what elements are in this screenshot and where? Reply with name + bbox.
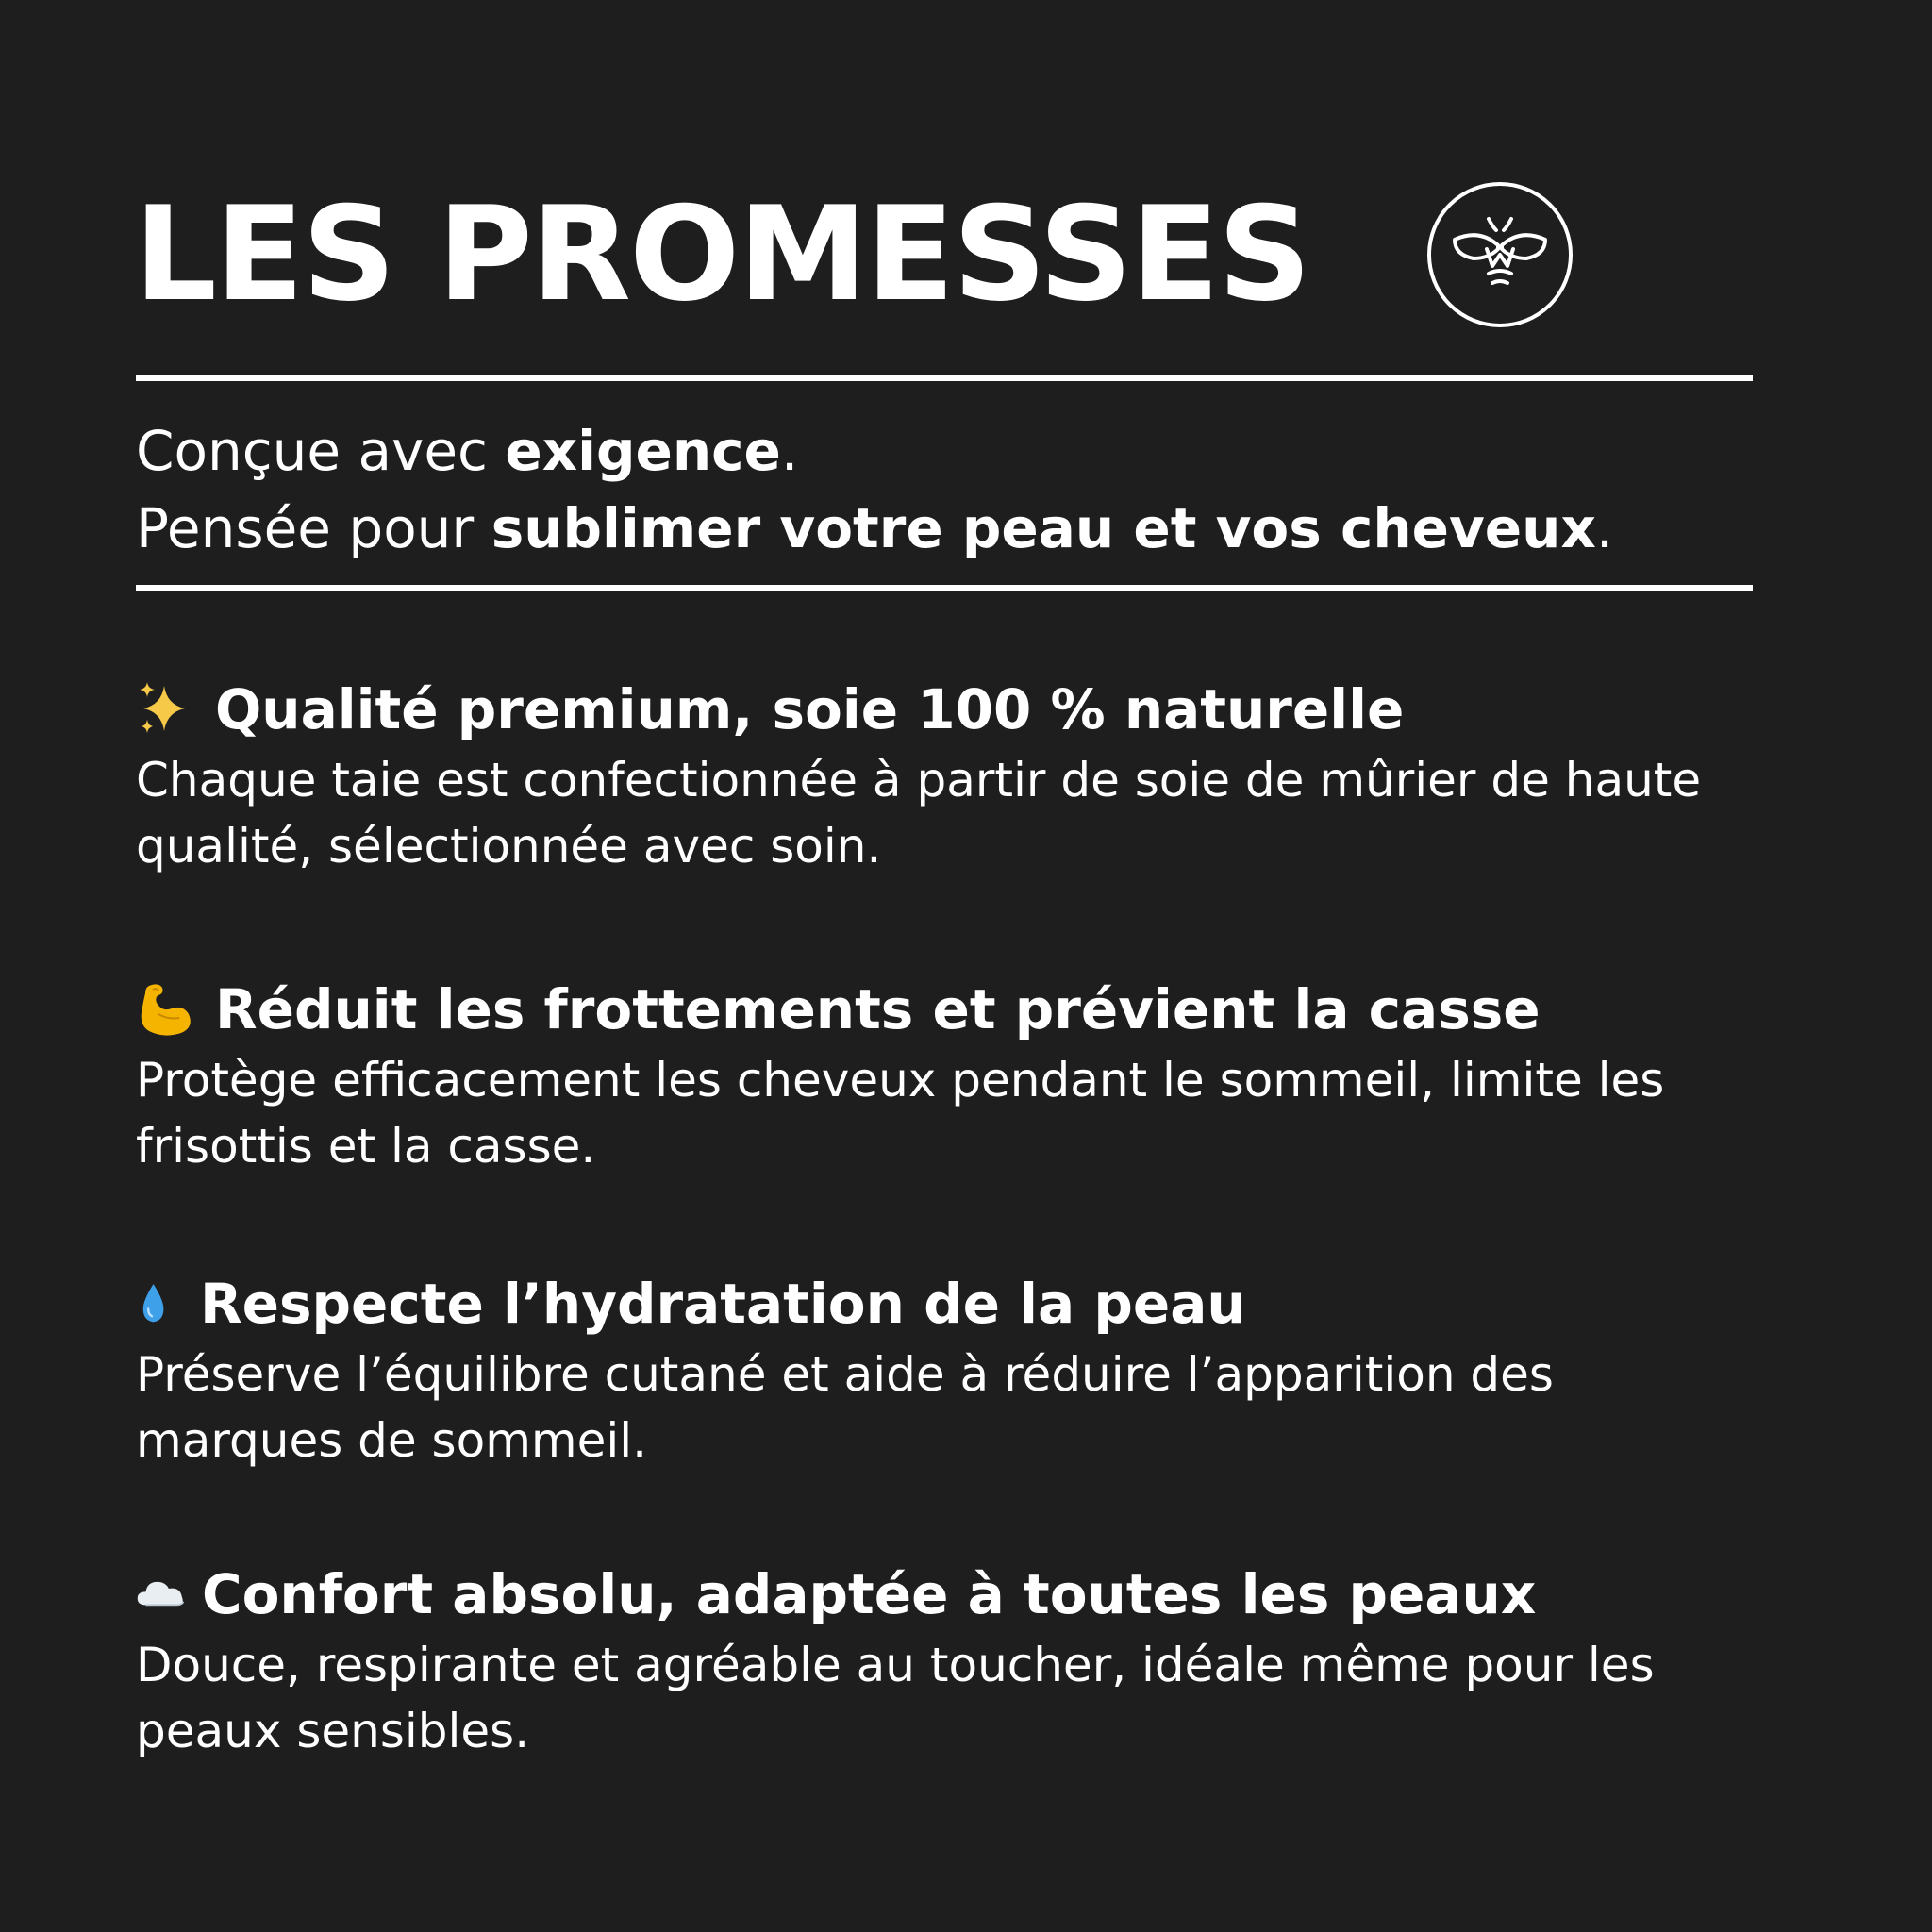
flexed-biceps-icon: [136, 980, 194, 1039]
feature-description: Protège efficacement les cheveux pendant le sommeil, limite les frisottis et la casse.: [136, 1053, 1665, 1174]
sparkles-icon: [136, 680, 194, 739]
top-divider: [136, 375, 1753, 381]
feature-heading: [136, 972, 1758, 1047]
bee-logo-icon: [1426, 181, 1574, 328]
cloud-icon: [136, 1565, 187, 1624]
feature-title: Qualité premium, soie 100 % naturelle: [215, 677, 1405, 741]
page-title: LES PROMESSES: [134, 178, 1310, 330]
feature-description: Douce, respirante et agréable au toucher, idéale même pour les peaux sensibles.: [136, 1638, 1655, 1758]
bottom-divider: [136, 585, 1753, 591]
feature-description: Préserve l’équilibre cutané et aide à réduire l’apparition des marques de sommeil.: [136, 1347, 1554, 1468]
feature-friction: [136, 972, 1758, 1179]
feature-title: Réduit les frottements et prévient la casse: [215, 977, 1541, 1041]
feature-title: Respecte l’hydratation de la peau: [200, 1272, 1246, 1336]
droplet-icon: [136, 1274, 181, 1333]
feature-hydration: [136, 1266, 1758, 1474]
intro-text: [136, 412, 1753, 567]
feature-description: Chaque taie est confectionnée à partir de soie de mûrier de haute qualité, sélectionnée avec soin.: [136, 753, 1702, 874]
feature-title: Confort absolu, adaptée à toutes les peaux: [202, 1562, 1537, 1626]
feature-quality: [136, 672, 1758, 879]
intro-line-1: Conçue avec exigence.: [136, 419, 799, 483]
feature-comfort: [136, 1557, 1758, 1764]
feature-heading: [136, 1557, 1758, 1632]
feature-heading: [136, 672, 1758, 747]
feature-heading: [136, 1266, 1758, 1341]
intro-line-2: Pensée pour sublimer votre peau et vos cheveux.: [136, 496, 1614, 560]
